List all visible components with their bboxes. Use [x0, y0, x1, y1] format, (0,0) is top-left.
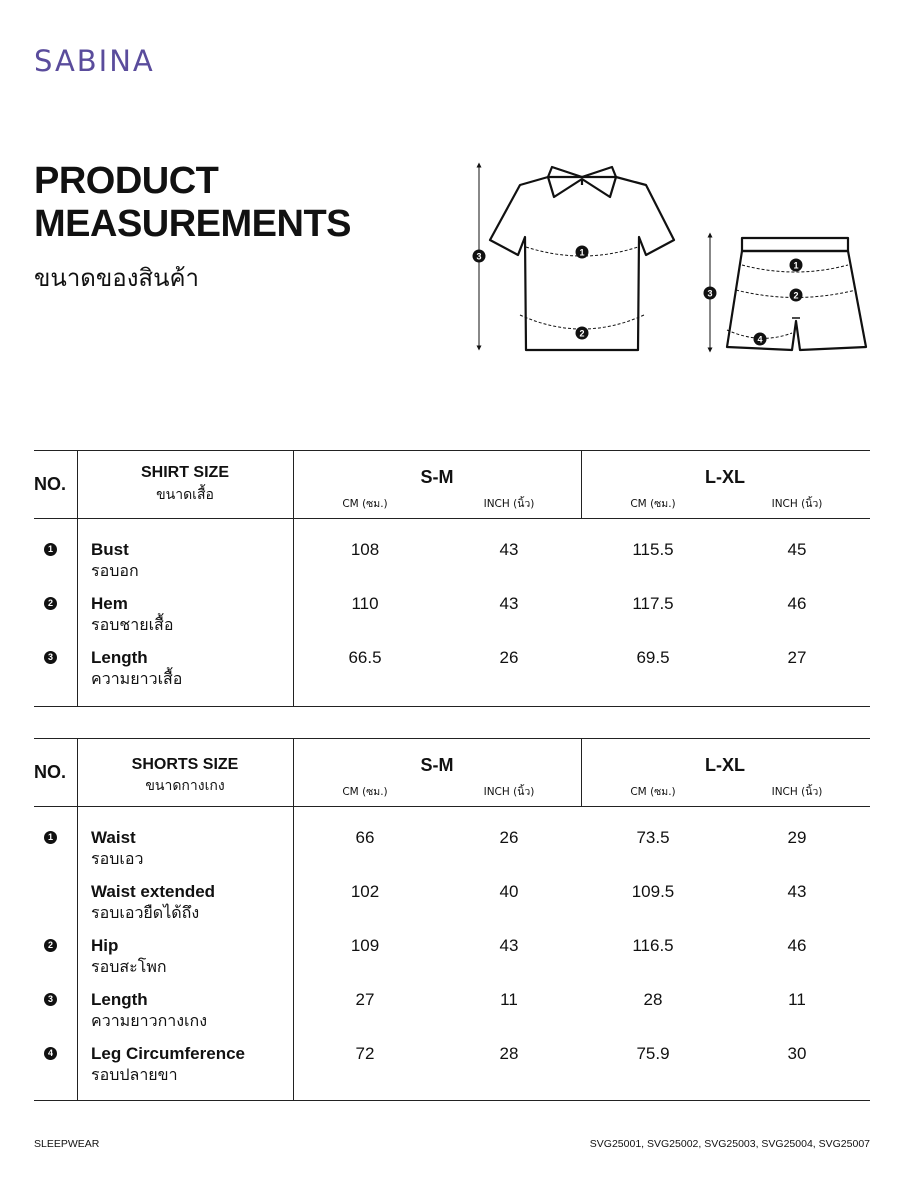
value-cell: 28: [643, 990, 663, 1009]
value-cell: 116.5: [632, 936, 674, 955]
measurement-name-th: รอบเอว: [91, 849, 144, 868]
group-header-s-m: S-M: [420, 467, 454, 487]
shorts-marker-4: 4: [757, 334, 763, 345]
row-number-badge: 1: [44, 831, 57, 844]
value-cell: 27: [355, 990, 375, 1009]
value-cell: 29: [787, 828, 807, 847]
value-cell: 110: [351, 594, 379, 613]
page-subtitle: ขนาดของสินค้า: [34, 264, 199, 292]
measurement-name-th: ความยาวเสื้อ: [91, 669, 183, 688]
row-number-badge: 3: [44, 993, 57, 1006]
shorts-size-table: [34, 738, 870, 1102]
measurement-name: Waist: [91, 828, 136, 847]
value-cell: 117.5: [632, 594, 674, 613]
footer-category: SLEEPWEAR: [34, 1138, 100, 1150]
unit-inch: INCH (นิ้ว): [771, 786, 823, 798]
measurement-name: Bust: [91, 540, 129, 559]
value-cell: 43: [499, 594, 519, 613]
value-cell: 28: [499, 1044, 519, 1063]
value-cell: 115.5: [632, 540, 674, 559]
shorts-size-header-th: ขนาดกางเกง: [145, 778, 225, 794]
value-cell: 109: [350, 936, 380, 955]
value-cell: 45: [787, 540, 807, 559]
value-cell: 11: [500, 990, 518, 1009]
value-cell: 43: [499, 540, 519, 559]
unit-cm: CM (ซม.): [342, 786, 388, 798]
value-cell: 46: [787, 936, 807, 955]
measurement-name: Waist extended: [91, 882, 216, 901]
value-cell: 26: [499, 828, 519, 847]
measurement-name-th: รอบอก: [91, 561, 139, 580]
measurement-name-th: ความยาวกางเกง: [91, 1011, 208, 1030]
value-cell: 73.5: [636, 828, 670, 847]
value-cell: 66.5: [348, 648, 382, 667]
group-header-l-xl: L-XL: [705, 755, 745, 775]
shirt-marker-1: 1: [579, 247, 585, 258]
row-number-badge: 2: [44, 939, 57, 952]
value-cell: 46: [787, 594, 807, 613]
value-cell: 27: [787, 648, 807, 667]
measurement-name: Leg Circumference: [91, 1044, 245, 1063]
measurement-name: Length: [91, 990, 148, 1009]
page-title: [34, 160, 351, 246]
no-header: NO.: [34, 474, 67, 494]
page-title-line-1: PRODUCT: [34, 160, 219, 202]
shirt-marker-3: 3: [476, 251, 482, 262]
value-cell: 30: [787, 1044, 807, 1063]
measurement-name: Hip: [91, 936, 119, 955]
shirt-size-header: SHIRT SIZE: [140, 464, 229, 481]
shorts-drawing: [710, 235, 866, 350]
footer-skus: SVG25001, SVG25002, SVG25003, SVG25004, SVG25007: [589, 1138, 870, 1150]
unit-inch: INCH (นิ้ว): [483, 786, 535, 798]
row-number-badge: 1: [44, 543, 57, 556]
unit-inch: INCH (นิ้ว): [483, 498, 535, 510]
shorts-size-header: SHORTS SIZE: [131, 756, 239, 773]
shirt-size-table: [34, 450, 870, 708]
shorts-marker-3: 3: [707, 288, 713, 299]
value-cell: 69.5: [636, 648, 670, 667]
row-number-badge: 2: [44, 597, 57, 610]
value-cell: 26: [499, 648, 519, 667]
measurement-name: Length: [91, 648, 148, 667]
value-cell: 66: [355, 828, 375, 847]
value-cell: 43: [499, 936, 519, 955]
group-header-s-m: S-M: [420, 755, 454, 775]
value-cell: 11: [788, 990, 806, 1009]
shirt-size-header-th: ขนาดเสื้อ: [156, 487, 214, 503]
shorts-marker-1: 1: [793, 260, 799, 271]
unit-cm: CM (ซม.): [630, 498, 676, 510]
measurement-name: Hem: [91, 594, 128, 613]
measurement-name-th: รอบปลายขา: [91, 1065, 178, 1084]
garment-illustration: [470, 155, 880, 370]
measurement-name-th: รอบเอวยืดได้ถึง: [91, 903, 200, 922]
value-cell: 102: [350, 882, 380, 901]
shirt-markers: [473, 246, 589, 340]
value-cell: 43: [787, 882, 807, 901]
row-number-badge: 4: [44, 1047, 57, 1060]
value-cell: 108: [350, 540, 380, 559]
measurement-name-th: รอบสะโพก: [91, 957, 167, 976]
unit-cm: CM (ซม.): [342, 498, 388, 510]
no-header: NO.: [34, 762, 67, 782]
value-cell: 109.5: [631, 882, 675, 901]
unit-inch: INCH (นิ้ว): [771, 498, 823, 510]
value-cell: 75.9: [636, 1044, 670, 1063]
brand-logo: SABINA: [34, 44, 155, 78]
measurement-name-th: รอบชายเสื้อ: [91, 615, 174, 634]
row-number-badge: 3: [44, 651, 57, 664]
shirt-drawing: [479, 165, 674, 350]
value-cell: 40: [499, 882, 519, 901]
page-title-line-2: MEASUREMENTS: [34, 203, 352, 245]
unit-cm: CM (ซม.): [630, 786, 676, 798]
shirt-marker-2: 2: [579, 328, 585, 339]
group-header-l-xl: L-XL: [705, 467, 745, 487]
value-cell: 72: [355, 1044, 375, 1063]
shorts-marker-2: 2: [793, 290, 799, 301]
